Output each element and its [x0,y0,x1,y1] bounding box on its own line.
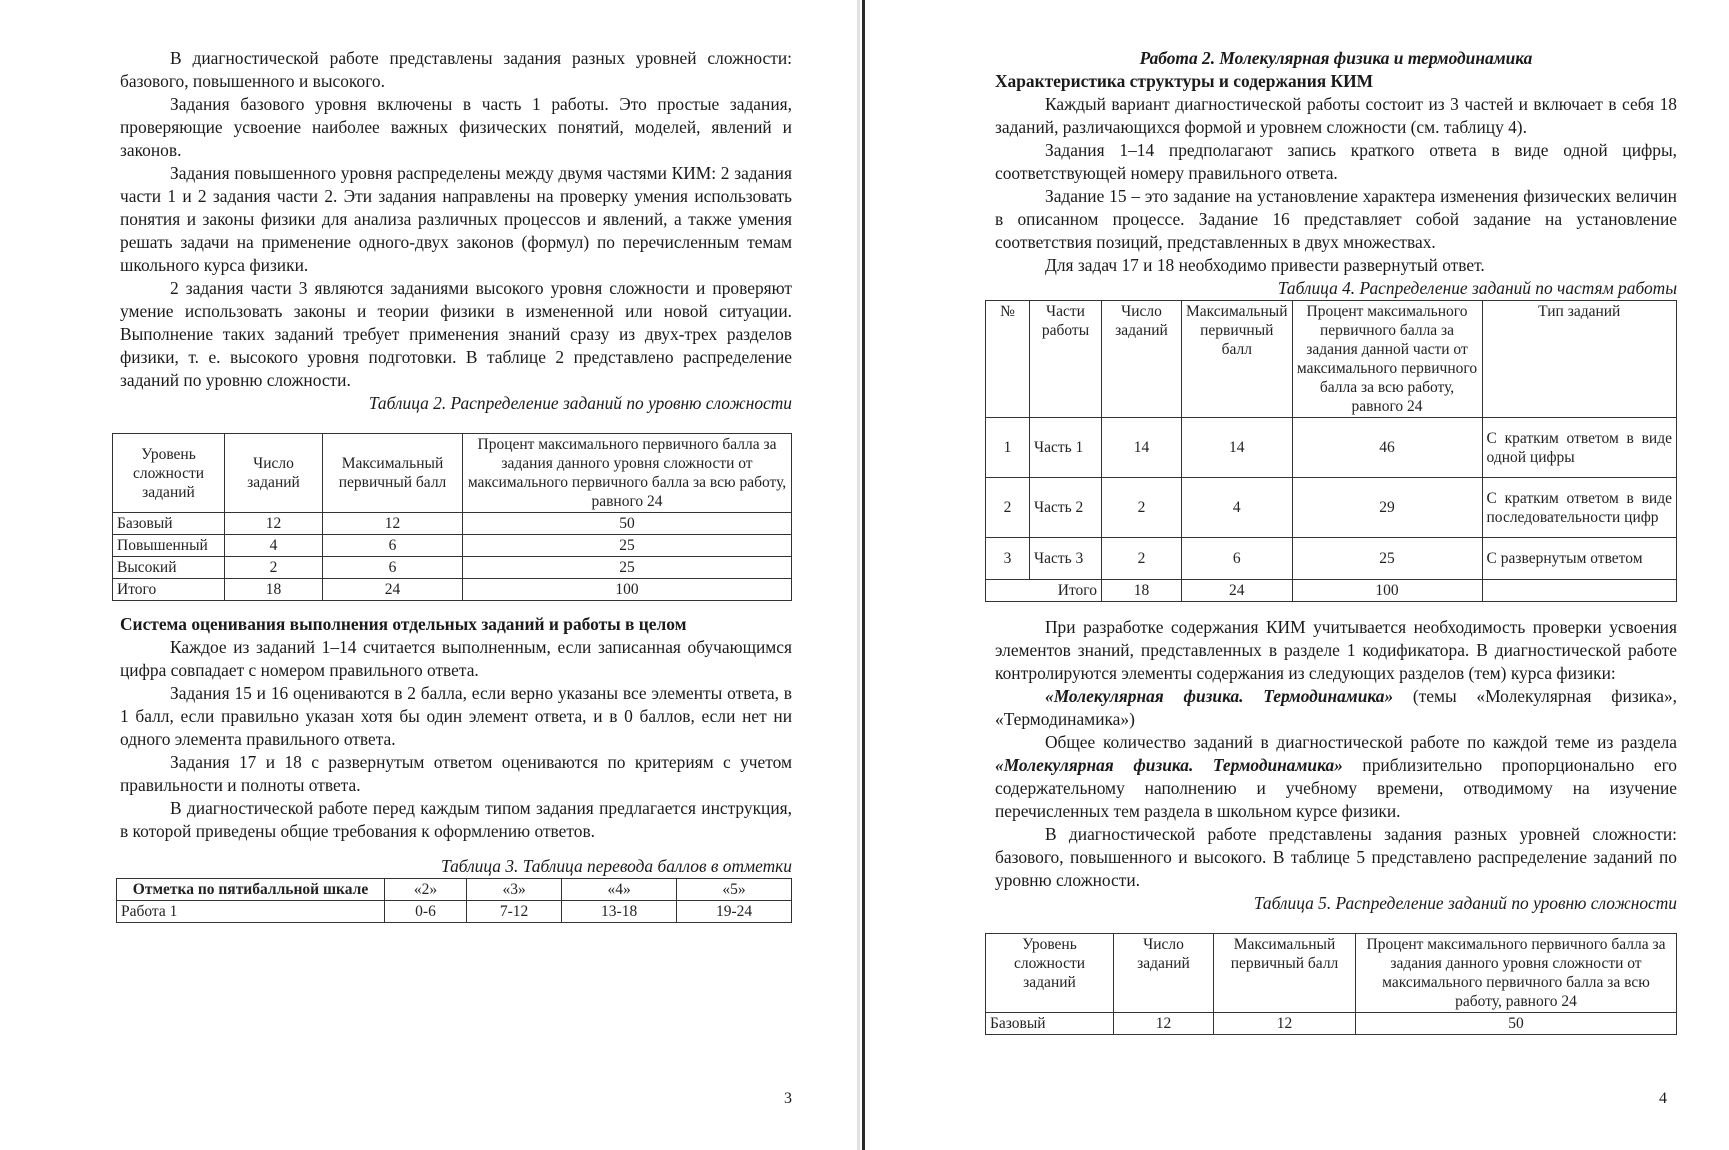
table-header-cell: Процент максимального первичного балла за задания данной части от максимального первичного балла за всю работу, равного 24 [1292,301,1482,418]
section-heading: Система оценивания выполнения отдельных заданий и работы в целом [120,614,687,634]
paragraph: При разработке содержания КИМ учитывается необходимость проверки усвоения элементов знаний, представленных в разделе 1 кодификатора. В диагностической работе контролируются элементы содержания из следующих разделов (тем) курса физики: [995,617,1677,683]
table-header-cell: «2» [385,879,467,901]
paragraph: Задания 15 и 16 оцениваются в 2 балла, если верно указаны все элементы ответа, в 1 балл, если правильно указан хотя бы один элемент ответа, и в 0 баллов, если нет ни одного элемента правильного ответа. [120,683,792,749]
paragraph: Каждый вариант диагностической работы состоит из 3 частей и включает в себя 18 заданий, различающихся формой и уровнем сложности (см. таблицу 4). [995,94,1677,137]
table-cell: 6 [323,557,463,579]
topic-bold: «Молекулярная физика. Термодинамика» [1045,686,1394,706]
table-header-cell: «5» [677,879,792,901]
table-header-cell: Тип заданий [1482,301,1676,418]
paragraph: В диагностической работе представлены задания разных уровней сложности: базового, повышенного и высокого. [120,48,792,91]
table-header-cell: Максимальный первичный балл [323,434,463,513]
table-cell: 6 [1182,538,1293,580]
table-cell: 14 [1182,418,1293,478]
topic-bold: «Молекулярная физика. Термодинамика» [995,755,1343,775]
table-header-cell: Процент максимального первичного балла за задания данного уровня сложности от максимального первичного балла за всю работу, равного 24 [463,434,792,513]
table-cell: Итого [986,580,1102,602]
page-3-content [117,47,792,923]
table-header-cell: Число заданий [1114,934,1214,1013]
table-row [986,478,1677,538]
table-cell: 2 [1102,478,1182,538]
table-header-cell: «4» [562,879,677,901]
page-4-content [990,47,1677,1035]
table-cell: 46 [1292,418,1482,478]
paragraph: Задание 15 – это задание на установление характера изменения физических величин в описанном процессе. Задание 16 представляет собой задание на установление соответствия позиций, представленных в двух множествах. [995,186,1677,252]
table-cell: 2 [225,557,323,579]
table-cell: 12 [225,513,323,535]
table-cell: 0-6 [385,901,467,923]
table-row [113,557,792,579]
table-4-caption: Таблица 4. Распределение заданий по частям работы [1277,278,1677,298]
table-cell: 4 [1182,478,1293,538]
table-cell: 100 [1292,580,1482,602]
table-5 [985,933,1677,1035]
table-row [986,418,1677,478]
table-cell [1482,580,1676,602]
table-header-cell: Отметка по пятибалльной шкале [117,879,385,901]
table-cell: 29 [1292,478,1482,538]
table-cell: Часть 2 [1030,478,1102,538]
table-header-row [986,934,1677,1013]
table-row-total [113,579,792,601]
table-cell: С кратким ответом в виде одной цифры [1482,418,1676,478]
table-cell: 12 [1214,1013,1356,1035]
text-span: Общее количество заданий в диагностической работе по каждой теме из раздела [1045,732,1677,752]
table-header-row [986,301,1677,418]
table-5-caption: Таблица 5. Распределение заданий по уровню сложности [1253,893,1677,913]
page-divider [857,0,865,1150]
table-cell: Часть 1 [1030,418,1102,478]
table-cell: 12 [323,513,463,535]
table-cell: 12 [1114,1013,1214,1035]
table-header-cell: Максимальный первичный балл [1214,934,1356,1013]
table-cell: 50 [1356,1013,1677,1035]
table-cell: 25 [463,557,792,579]
table-cell: Повышенный [113,535,225,557]
table-cell: С развернутым ответом [1482,538,1676,580]
table-2 [112,433,792,601]
work-title: Работа 2. Молекулярная физика и термодинамика [1139,48,1533,68]
table-header-row [113,434,792,513]
table-cell: Базовый [113,513,225,535]
table-cell: 1 [986,418,1030,478]
table-cell: 18 [1102,580,1182,602]
table-row [117,901,792,923]
paragraph: Для задач 17 и 18 необходимо привести развернутый ответ. [1045,255,1485,275]
table-3 [116,878,792,923]
table-row-total [986,580,1677,602]
table-cell: С кратким ответом в виде последовательности цифр [1482,478,1676,538]
table-cell: Базовый [986,1013,1114,1035]
paragraph: Задания 17 и 18 с развернутым ответом оцениваются по критериям с учетом правильности и полноты ответа. [120,752,792,795]
table-row [986,1013,1677,1035]
table-header-cell: Максимальный первичный балл [1182,301,1293,418]
table-row [113,535,792,557]
table-cell: 14 [1102,418,1182,478]
table-4 [985,300,1677,602]
table-cell: 24 [1182,580,1293,602]
page-number: 4 [1659,1090,1667,1107]
table-header-cell: «3» [467,879,562,901]
table-cell: 25 [1292,538,1482,580]
table-cell: 4 [225,535,323,557]
table-cell: 2 [986,478,1030,538]
table-3-caption: Таблица 3. Таблица перевода баллов в отметки [441,856,792,876]
topic-rest: (темы «Молекулярная физика», «Термодинамика») [995,686,1677,729]
table-cell: 50 [463,513,792,535]
table-cell: 6 [323,535,463,557]
table-cell: 100 [463,579,792,601]
paragraph: Задания повышенного уровня распределены между двумя частями КИМ: 2 задания части 1 и 2 задания части 2. Эти задания направлены на проверку умения использовать понятия и законы физики для анализа различных процессов и явлений, а также умения решать задачи на применение одного-двух законов (формул) по перечисленным темам школьного курса физики. [120,163,792,275]
section-heading: Характеристика структуры и содержания КИМ [995,71,1374,91]
table-header-cell: Уровень сложности заданий [113,434,225,513]
table-header-cell: Процент максимального первичного балла за задания данного уровня сложности от максимального первичного балла за всю работу, равного 24 [1356,934,1677,1013]
paragraph: В диагностической работе перед каждым типом задания предлагается инструкция, в которой приведены общие требования к оформлению ответов. [120,798,792,841]
table-header-cell: Число заданий [225,434,323,513]
table-header-cell: Число заданий [1102,301,1182,418]
table-cell: 24 [323,579,463,601]
table-2-caption: Таблица 2. Распределение заданий по уровню сложности [368,393,792,413]
table-cell: Работа 1 [117,901,385,923]
paragraph: Задания 1–14 предполагают запись краткого ответа в виде одной цифры, соответствующей номеру правильного ответа. [995,140,1677,183]
paragraph: Задания базового уровня включены в часть 1 работы. Это простые задания, проверяющие усвоение наиболее важных физических понятий, моделей, явлений и законов. [120,94,792,160]
table-cell: Часть 3 [1030,538,1102,580]
paragraph: В диагностической работе представлены задания разных уровней сложности: базового, повышенного и высокого. В таблице 5 представлено распределение заданий по уровню сложности. [995,824,1677,890]
table-cell: 18 [225,579,323,601]
text-span: приблизительно пропорционально его содержательному наполнению и учебному времени, отводимому на изучение перечисленных тем раздела в школьном курсе физики. [995,755,1677,821]
table-header-cell: Части работы [1030,301,1102,418]
table-cell: Высокий [113,557,225,579]
paragraph: 2 задания части 3 являются заданиями высокого уровня сложности и проверяют умение использовать законы и теории физики в измененной или новой ситуации. Выполнение таких заданий требует применения знаний сразу из двух-трех разделов физики, т. е. высокого уровня подготовки. В таблице 2 представлено распределение заданий по уровню сложности. [120,278,792,390]
page-3 [0,0,857,1150]
table-header-row [117,879,792,901]
table-header-cell: № [986,301,1030,418]
table-cell: Итого [113,579,225,601]
paragraph: Каждое из заданий 1–14 считается выполненным, если записанная обучающимся цифра совпадает с номером правильного ответа. [120,637,792,680]
page-4 [865,0,1729,1150]
table-cell: 25 [463,535,792,557]
table-cell: 19-24 [677,901,792,923]
table-row [113,513,792,535]
table-cell: 3 [986,538,1030,580]
table-cell: 7-12 [467,901,562,923]
paragraph-topic [995,685,1677,731]
paragraph [995,731,1677,823]
table-row [986,538,1677,580]
table-header-cell: Уровень сложности заданий [986,934,1114,1013]
table-cell: 2 [1102,538,1182,580]
page-number: 3 [784,1090,792,1107]
table-cell: 13-18 [562,901,677,923]
